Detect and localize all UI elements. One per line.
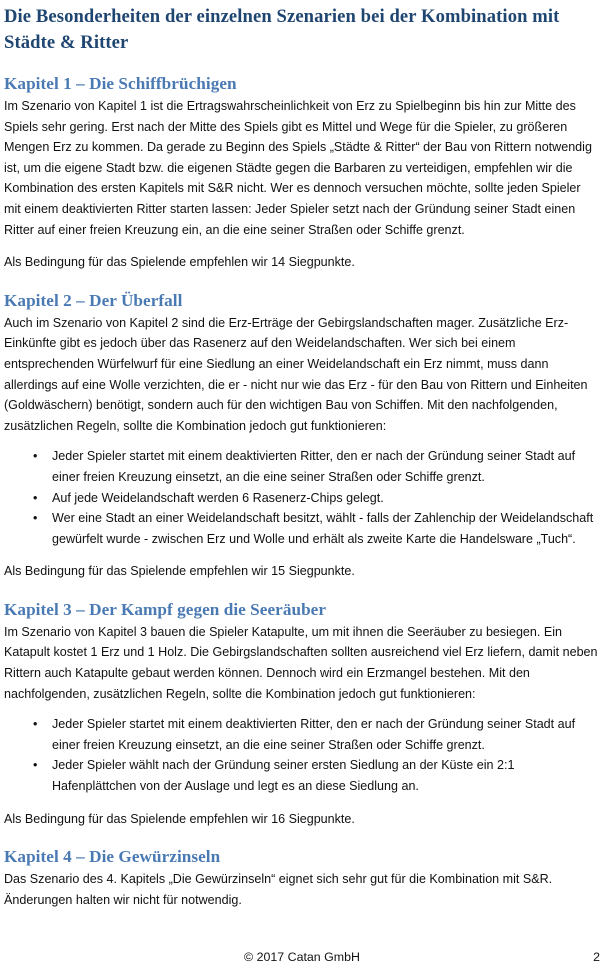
bullet-icon: • xyxy=(33,758,38,773)
list-item xyxy=(4,508,600,549)
chapter-heading-1: Kapitel 1 – Die Schiffbrüchigen xyxy=(4,74,237,93)
list-item-text: Auf jede Weidelandschaft werden 6 Rasenerz-Chips gelegt. xyxy=(52,490,384,505)
list-item xyxy=(4,755,600,796)
list-item xyxy=(4,714,600,755)
list-item xyxy=(4,446,600,487)
chapter-rules-list-2 xyxy=(4,446,600,549)
page-title: Die Besonderheiten der einzelnen Szenarien bei der Kombination mit Städte & Ritter xyxy=(4,6,560,53)
chapter-note-1: Als Bedingung für das Spielende empfehlen wir 14 Siegpunkte. xyxy=(4,255,355,270)
chapter-heading-4: Kapitel 4 – Die Gewürzinseln xyxy=(4,847,221,867)
list-item-text: Jeder Spieler startet mit einem deaktivierten Ritter, den er nach der Gründung seiner Stadt auf einer freien Kreuzung einsetzt, an die eine seiner Straßen oder Schiffe grenzt. xyxy=(52,717,576,752)
bullet-icon: • xyxy=(33,490,38,505)
chapter-note-2: Als Bedingung für das Spielende empfehlen wir 15 Siegpunkte. xyxy=(4,564,355,579)
list-item xyxy=(4,488,600,509)
bullet-icon: • xyxy=(33,717,38,732)
chapter-paragraph-3: Im Szenario von Kapitel 3 bauen die Spieler Katapulte, um mit ihnen die Seeräuber zu besiegen. Ein Katapult kostet 1 Erz und 1 Holz. Die Gebirgslandschaften sollten ausreichend viel Erz liefern, damit neben Rittern auch Katapulte gebaut werden können. Dennoch wird ein Erzmangel bestehen. Mit den nachfolgenden, zusätzlichen Regeln, sollte die Kombination jedoch gut funktionieren: xyxy=(4,624,598,701)
bullet-icon: • xyxy=(33,449,38,464)
footer-copyright: © 2017 Catan GmbH xyxy=(244,950,360,964)
chapter-paragraph-4: Das Szenario des 4. Kapitels „Die Gewürzinseln“ eignet sich sehr gut für die Kombination mit S&R. Änderungen halten wir nicht für notwendig. xyxy=(4,872,553,907)
chapter-heading-2: Kapitel 2 – Der Überfall xyxy=(4,290,183,310)
list-item-text: Jeder Spieler startet mit einem deaktivierten Ritter, den er nach der Gründung seiner Stadt auf einer freien Kreuzung einsetzt, an die eine seiner Straßen oder Schiffe grenzt. xyxy=(52,449,576,484)
chapter-paragraph-2: Auch im Szenario von Kapitel 2 sind die Erz-Erträge der Gebirgslandschaften mager. Zusätzliche Erz-Einkünfte gibt es jedoch über das Rasenerz auf den Weidelandschaften. Wer sich bei einem entsprechenden Würfelwurf für eine Siedlung an einer Weidelandschaft ein Erz nimmt, muss dann allerdings auf eine Wolle verzichten, die er - nicht nur wie das Erz - für den Bau von Rittern und Einheiten (Goldwäschern) benötigt, sondern auch für den wichtigen Bau von Schiffen. Mit den nachfolgenden, zusätzlichen Regeln, sollte die Kombination jedoch gut funktionieren: xyxy=(4,315,588,433)
chapter-heading-3: Kapitel 3 – Der Kampf gegen die Seeräuber xyxy=(4,599,327,619)
chapter-paragraph-1: Im Szenario von Kapitel 1 ist die Ertragswahrscheinlichkeit von Erz zu Spielbeginn bis hin zur Mitte des Spiels sehr gering. Erst nach der Mitte des Spiels gibt es Mittel und Wege für die Spieler, zu größeren Mengen Erz zu kommen. Da gerade zu Beginn des Spiels „Städte & Ritter“ der Bau von Rittern notwendig ist, um die eigene Stadt bzw. die eigenen Städte gegen die Barbaren zu verteidigen, empfehlen wir die Kombination des ersten Kapitels mit S&R nicht. Wer es dennoch versuchen möchte, sollte jeden Spieler mit einem deaktivierten Ritter starten lassen: Jeder Spieler setzt nach der Gründung seiner Stadt einen Ritter auf einer freien Kreuzung ein, an die eine seiner Straßen oder Schiffe grenzt. xyxy=(4,99,592,237)
chapter-rules-list-3 xyxy=(4,714,600,796)
list-item-text: Jeder Spieler wählt nach der Gründung seiner ersten Siedlung an der Küste ein 2:1 Hafenplättchen von der Auslage und legt es an diese Siedlung an. xyxy=(52,758,515,794)
bullet-icon: • xyxy=(33,511,38,526)
list-item-text: Wer eine Stadt an einer Weidelandschaft besitzt, wählt - falls der Zahlenchip der Weidelandschaft gewürfelt wurde - zwischen Erz und Wolle und erhält als zweite Karte die Handelsware „Tuch“. xyxy=(52,511,594,546)
chapter-note-3: Als Bedingung für das Spielende empfehlen wir 16 Siegpunkte. xyxy=(4,811,355,826)
page-footer xyxy=(4,947,600,967)
footer-page-number: 2 xyxy=(593,950,600,964)
